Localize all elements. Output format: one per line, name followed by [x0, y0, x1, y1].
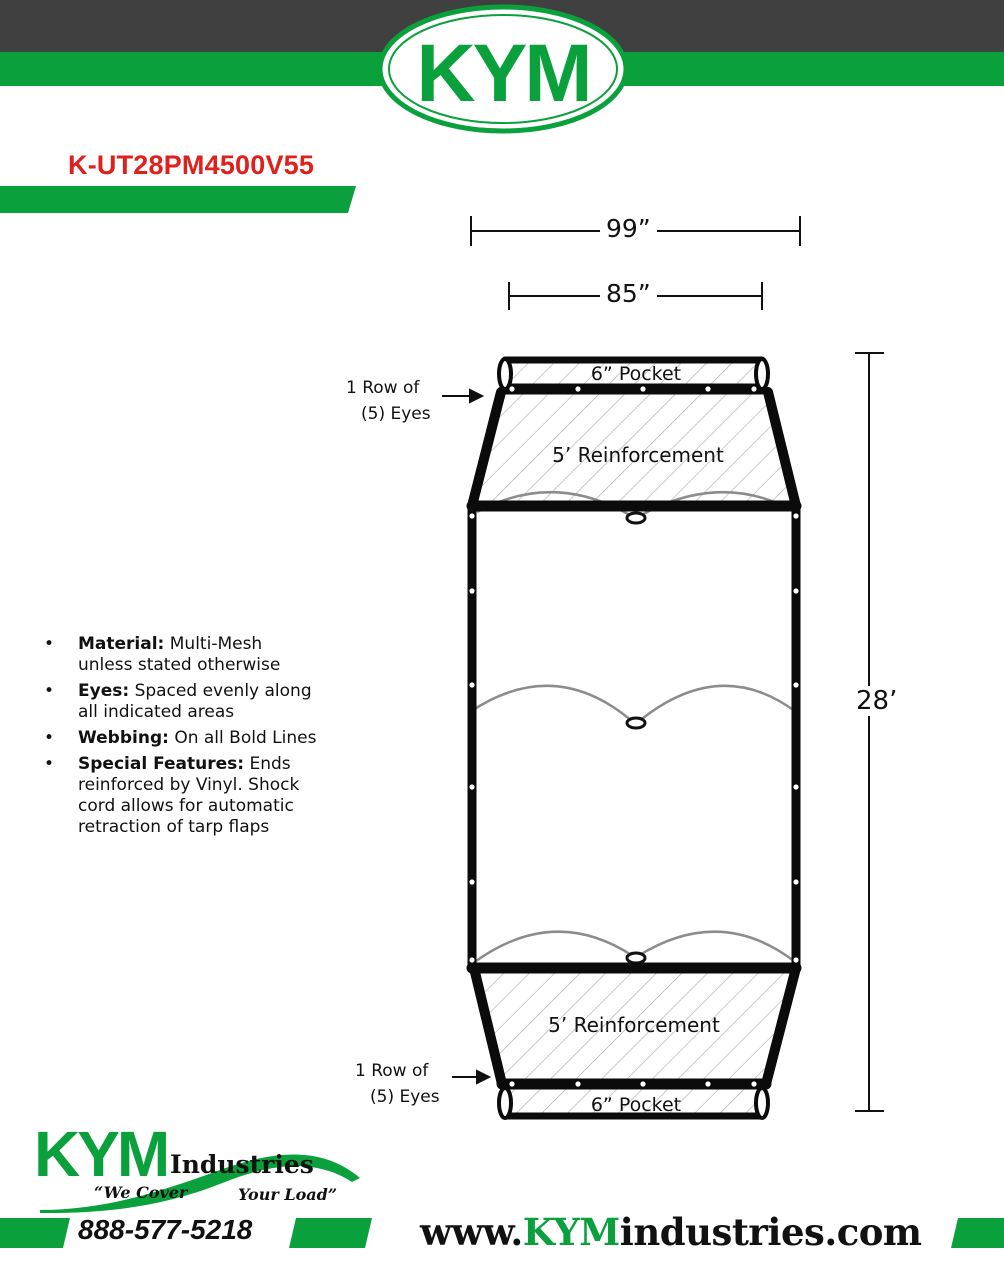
top-pocket-label: 6” Pocket — [590, 363, 682, 385]
bottom-reinforcement-label: 5’ Reinforcement — [548, 1013, 720, 1037]
spec-text: retraction of tarp flaps — [78, 817, 270, 837]
top-reinforcement-label: 5’ Reinforcement — [552, 443, 724, 467]
bullet-icon: • — [44, 754, 55, 774]
bullet-icon: • — [44, 634, 55, 654]
website-brand: KYM — [522, 1210, 620, 1254]
kym-logo-text: KYM — [416, 28, 590, 119]
website-post: industries.com — [619, 1210, 922, 1254]
bottom-eyes-callout-line1: 1 Row of — [355, 1061, 429, 1081]
spec-term: Webbing: — [78, 728, 169, 748]
spec-text: On all Bold Lines — [174, 728, 317, 748]
footer-logo-main: KYM — [34, 1118, 168, 1190]
spec-term: Material: — [78, 634, 165, 654]
footer-tagline-left: “We Cover — [94, 1183, 188, 1202]
dim-length-label: 28’ — [850, 686, 903, 716]
top-eyes-callout-line2: (5) Eyes — [361, 404, 431, 424]
part-number: K-UT28PM4500V55 — [68, 150, 315, 180]
top-eyes-callout-line1: 1 Row of — [346, 378, 420, 398]
spec-term: Special Features: — [78, 754, 245, 774]
spec-webbing — [44, 728, 344, 749]
spec-material — [44, 634, 344, 676]
spec-text: all indicated areas — [78, 702, 235, 722]
spec-special-features — [44, 754, 344, 838]
footer-tagline-right: Your Load” — [238, 1185, 338, 1204]
spec-text: unless stated otherwise — [78, 655, 281, 675]
top-eyes-callout — [346, 375, 431, 427]
bullet-icon: • — [44, 728, 55, 748]
spec-text: Spaced evenly along — [134, 681, 312, 701]
spec-eyes — [44, 681, 344, 723]
bottom-eyes-callout-line2: (5) Eyes — [370, 1087, 440, 1107]
dim-outer-width-label: 99” — [600, 214, 657, 243]
dim-length — [855, 353, 884, 1111]
bottom-pocket-label: 6” Pocket — [590, 1094, 682, 1116]
spec-term: Eyes: — [78, 681, 130, 701]
dim-inner-width-label: 85” — [600, 279, 657, 308]
bottom-eyes-callout — [355, 1058, 440, 1110]
spec-text: Multi-Mesh — [169, 634, 263, 654]
website-link[interactable] — [420, 1210, 922, 1254]
spec-text: Ends — [249, 754, 291, 774]
footer-logo-sub: Industries — [170, 1150, 314, 1179]
spec-text: cord allows for automatic — [78, 796, 294, 816]
kym-industries-logo — [30, 1118, 370, 1213]
spec-list — [44, 634, 344, 843]
bullet-icon: • — [44, 681, 55, 701]
phone-number[interactable]: 888-577-5218 — [78, 1214, 253, 1245]
shock-cord-rings — [627, 513, 645, 963]
spec-text: reinforced by Vinyl. Shock — [78, 775, 300, 795]
website-pre: www. — [420, 1210, 523, 1254]
